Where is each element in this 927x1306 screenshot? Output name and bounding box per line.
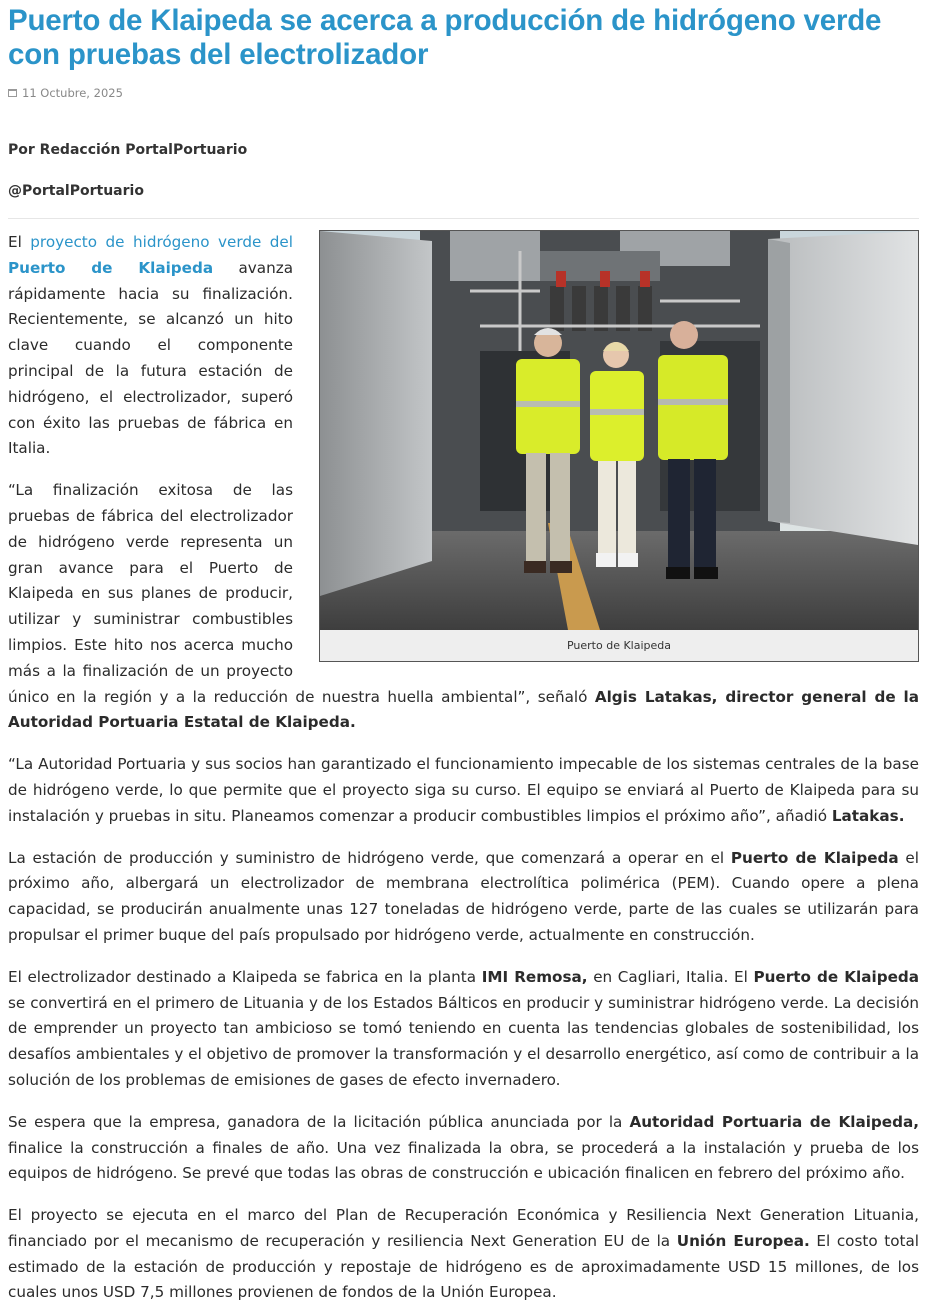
paragraph-6: Se espera que la empresa, ganadora de la licitación pública anunciada por la Autoridad Portuaria de Klaipeda, finalice la construcción a finales de año. Una vez finalizada la obra, se procederá a la instalación y prueba de los equipos de hidrógeno. Se prevé que todas las obras de construcción e ubicación finalicen en febrero del próximo año. bbox=[8, 1112, 919, 1183]
paragraph-1: El proyecto de hidrógeno verde del Puerto de Klaipeda avanza rápidamente hacia su finalización. Recientemente, se alcanzó un hito clave cuando el componente principal de la futura estación de hidrógeno, el electrolizador, superó con éxito las pruebas de fábrica en Italia. bbox=[8, 233, 293, 458]
project-link[interactable]: proyecto de hidrógeno verde del bbox=[30, 233, 293, 251]
article-meta bbox=[8, 86, 919, 100]
paragraph-4: La estación de producción y suministro de hidrógeno verde, que comenzará a operar en el Puerto de Klaipeda el próximo año, albergará un electrolizador de membrana electrolítica polimérica (PEM). Cuando opere a plena capacidad, se producirán anualmente unas 127 toneladas de hidrógeno verde, parte de las cuales se utilizarán para propulsar el primer buque del país propulsado por hidrógeno verde, actualmente en construcción. bbox=[8, 848, 919, 944]
article-body bbox=[8, 230, 919, 1306]
photo-caption: Puerto de Klaipeda bbox=[566, 639, 672, 652]
calendar-icon bbox=[8, 89, 17, 97]
article-title: Puerto de Klaipeda se acerca a producción de hidrógeno verde con pruebas del electrolizador bbox=[8, 4, 882, 71]
divider bbox=[8, 218, 919, 219]
paragraph-5: El electrolizador destinado a Klaipeda se fabrica en la planta IMI Remosa, en Cagliari, Italia. El Puerto de Klaipeda se convertirá en el primero de Lituania y de los Estados Bálticos en producir y suministrar hidrógeno verde. La decisión de emprender un proyecto tan ambicioso se tomó teniendo en cuenta las tendencias globales de sostenibilidad, los desafíos ambientales y el objetivo de promover la transformación y el desarrollo energético, así como de contribuir a la solución de los problemas de emisiones de gases de efecto invernadero. bbox=[8, 967, 920, 1089]
article-photo bbox=[320, 231, 918, 630]
byline: Por Redacción PortalPortuario bbox=[8, 142, 248, 158]
article-figure bbox=[319, 230, 919, 662]
author-handle[interactable]: @PortalPortuario bbox=[8, 183, 144, 199]
article-date: 11 Octubre, 2025 bbox=[22, 86, 123, 100]
port-link[interactable]: Puerto de Klaipeda bbox=[8, 258, 214, 277]
paragraph-3: “La Autoridad Portuaria y sus socios han garantizado el funcionamiento impecable de los sistemas centrales de la base de hidrógeno verde, lo que permite que el proyecto siga su curso. El equipo se enviará al Puerto de Klaipeda para su instalación y pruebas in situ. Planeamos comenzar a producir combustibles limpios el próximo año”, añadió Latakas. bbox=[8, 755, 919, 825]
paragraph-7: El proyecto se ejecuta en el marco del Plan de Recuperación Económica y Resiliencia Next Generation Lituania, financiado por el mecanismo de recuperación y resiliencia Next Generation EU de la Unión Europea. El costo total estimado de la estación de producción y repostaje de hidrógeno es de aproximadamente USD 15 millones, de los cuales unos USD 7,5 millones provienen de fondos de la Unión Europea. bbox=[8, 1206, 919, 1302]
paragraph-2: “La finalización exitosa de las pruebas de fábrica del electrolizador de hidrógeno verde representa un gran avance para el Puerto de Klaipeda en sus planes de producir, utilizar y suministrar combustibles limpios. Este hito nos acerca mucho más a la finalización de un proyecto único en la región y a la reducción de nuestra huella ambiental”, señaló Algis Latakas, director general de la Autoridad Portuaria Estatal de Klaipeda. bbox=[8, 481, 919, 732]
article bbox=[8, 0, 919, 1306]
